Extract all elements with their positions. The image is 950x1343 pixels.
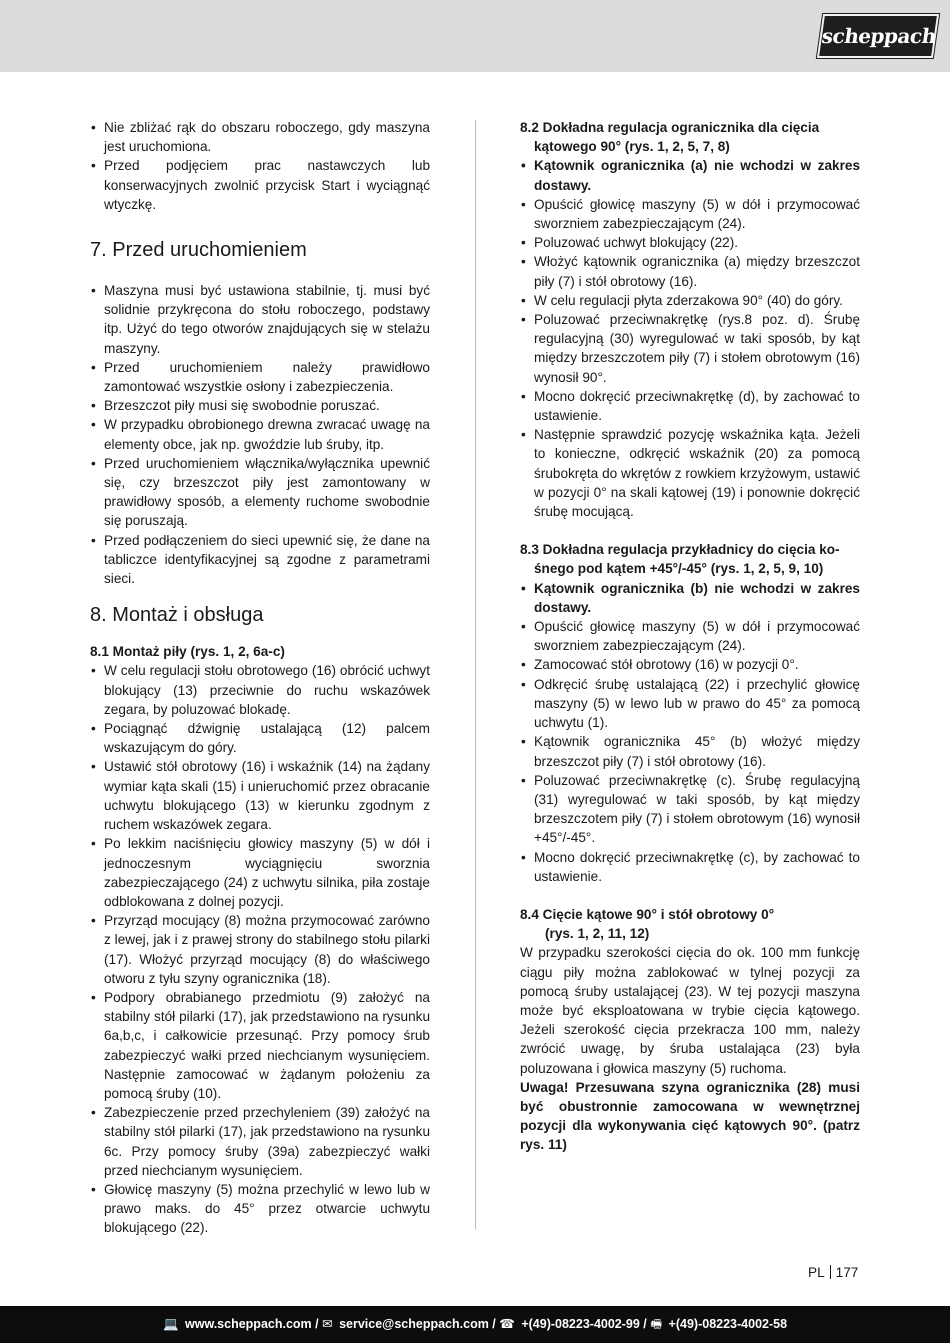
subsection-8-4-heading <box>520 905 860 943</box>
fax-icon: 🖷 <box>650 1317 663 1331</box>
list-item: • Maszyna musi być ustawiona stabilnie, tj. musi być solidnie przykręcona do stołu roboczego, podstawy itp. Użyć do tego otworów znajdujących się w stelażu maszyny. <box>90 281 430 358</box>
footer-phone: +(49)-08223-4002-99 / <box>521 1317 647 1331</box>
phone-icon: ☎ <box>499 1317 515 1331</box>
list-item: • Głowicę maszyny (5) można przechylić w lewo lub w prawo maks. do 45° przez otwarcie uchwytu blokującego (22). <box>90 1180 430 1238</box>
computer-icon: 💻 <box>162 1317 179 1331</box>
list-item: • Przyrząd mocujący (8) można przymocować zarówno z lewej, jak i z prawej strony do stabilnego stołu pilarki (17). Włożyć przyrząd mocujący (8) do właściwego otworu z tyłu szyny ogranicznika (18). <box>90 911 430 988</box>
list-item: • Włożyć kątownik ogranicznika (a) między brzeszczot piły (7) i stół obrotowy (16). <box>520 252 860 290</box>
list-item: • Poluzować uchwyt blokujący (22). <box>520 233 860 252</box>
list-item: • Podpory obrabianego przedmiotu (9) założyć na stabilny stół pilarki (17), jak przedstawiono na rysunku 6a,b,c, i całkowicie przesunąć. Przy pomocy śrub zabezpieczyć wałki przed niechcianym wysunięciem. Następnie zamocować w żądanym położeniu za pomocą śruby (10). <box>90 988 430 1103</box>
heading-line: 8.2 Dokładna regulacja ogranicznika dla cięcia <box>520 120 820 135</box>
mail-icon: ✉ <box>322 1317 333 1331</box>
subsection-8-2-heading <box>520 118 860 156</box>
list-item: • Przed podłączeniem do sieci upewnić się, że dane na tabliczce identyfikacyjnej są zgodne z parametrami sieci. <box>90 531 430 589</box>
list-item-note: • Kątownik ogranicznika (b) nie wchodzi w zakres dostawy. <box>520 579 860 617</box>
section-7-heading: 7. Przed uruchomieniem <box>90 239 307 262</box>
list-item: • Opuścić głowicę maszyny (5) w dół i przymocować sworzniem zabezpieczającym (24). <box>520 617 860 655</box>
page-number-value: 177 <box>835 1265 859 1280</box>
subsection-8-2-list <box>520 156 860 521</box>
list-item: • Brzeszczot piły musi się swobodnie poruszać. <box>90 396 430 415</box>
header-bar <box>0 0 950 72</box>
page-number <box>808 1265 858 1280</box>
list-item: • Nie zbliżać rąk do obszaru roboczego, gdy maszyna jest uruchomiona. <box>90 118 430 156</box>
list-item: • Przed uruchomieniem włącznika/wyłącznika upewnić się, czy brzeszczot piły jest zamontowany w prawidłowy sposób, a elementy ruchome swobodnie się poruszają. <box>90 454 430 531</box>
list-item: • Przed podjęciem prac nastawczych lub konserwacyjnych zwolnić przycisk Start i wyciągnąć wtyczkę. <box>90 156 430 214</box>
footer-bar <box>0 1306 950 1343</box>
list-item: • Ustawić stół obrotowy (16) i wskaźnik (14) na żądany wymiar kąta skali (15) i unieruchomić przez obracanie uchwytu blokującego (13) w kierunku zgodnym z ruchem wskazówek zegara. <box>90 757 430 834</box>
list-item: • Poluzować przeciwnakrętkę (rys.8 poz. d). Śrubę regulacyjną (30) wyregulować w taki sposób, by kąt między brzeszczotem piły (7) i stołem obrotowym (16) wynosił 90°. <box>520 310 860 387</box>
section-8-heading: 8. Montaż i obsługa <box>90 604 264 627</box>
heading-line: śnego pod kątem +45°/-45° (rys. 1, 2, 5, 9, 10) <box>534 561 824 577</box>
list-item: • Pociągnąć dźwignię ustalającą (12) palcem wskazującym do góry. <box>90 719 430 757</box>
list-item: • W celu regulacji płyta zderzakowa 90° (40) do góry. <box>520 291 860 310</box>
list-item: • Po lekkim naciśnięciu głowicy maszyny (5) w dół i jednoczesnym wyciągnięciu sworznia zabezpieczającego (24) z uchwytu silnika, piła zostaje odblokowana z dolnej pozycji. <box>90 834 430 911</box>
subsection-8-1-heading: 8.1 Montaż piły (rys. 1, 2, 6a-c) <box>90 644 285 660</box>
subsection-8-3-heading <box>520 540 860 578</box>
list-item: • Kątownik ogranicznika 45° (b) włożyć między brzeszczot piły (7) i stół obrotowy (16). <box>520 732 860 770</box>
heading-line: (rys. 1, 2, 11, 12) <box>545 926 650 942</box>
subsection-8-4-paragraph: W przypadku szerokości cięcia do ok. 100 mm funkcję ciągu piły można zablokować w tylnej pozycji za pomocą śruby ustalającej (23). W tej pozycji maszyna może być eksploatowana w trybie cięcia kątowego. Jeżeli szerokość cięcia przekracza 100 mm, należy zwrócić uwagę, by śruba ustalająca (23) była poluzowana i głowica maszyny (5) ruchoma. <box>520 945 860 1076</box>
section-7-list <box>90 281 430 588</box>
left-column <box>90 118 430 1238</box>
subsection-8-1-list <box>90 661 430 1237</box>
heading-line: kątowego 90° (rys. 1, 2, 5, 7, 8) <box>534 139 730 155</box>
subsection-8-3-list <box>520 579 860 886</box>
page-number-separator <box>830 1265 831 1279</box>
right-column <box>520 118 860 1155</box>
column-divider <box>475 120 476 1230</box>
list-item: • Zabezpieczenie przed przechyleniem (39) założyć na stabilny stół pilarki (17), jak przedstawiono na rysunku 6c. Przy pomocy śruby (39a) zabezpieczyć wałki przed niechcianym wysunięciem. <box>90 1103 430 1180</box>
list-item: • Poluzować przeciwnakrętkę (c). Śrubę regulacyjną (31) wyregulować w taki sposób, by kąt między brzeszczotem piły (7) i stołem obrotowym (16) wynosił +45°/-45°. <box>520 771 860 848</box>
list-item: • Mocno dokręcić przeciwnakrętkę (c), by zachować to ustawienie. <box>520 848 860 886</box>
list-item: • W celu regulacji stołu obrotowego (16) obrócić uchwyt blokujący (13) przeciwnie do ruchu wskazówek zegara, by poluzować blokadę. <box>90 661 430 719</box>
heading-line: 8.4 Cięcie kątowe 90° i stół obrotowy 0° <box>520 906 775 922</box>
page-language: PL <box>808 1265 825 1280</box>
intro-list <box>90 118 430 214</box>
list-item: • Następnie sprawdzić pozycję wskaźnika kąta. Jeżeli to konieczne, odkręcić wskaźnik (20) za pomocą śrubokręta do wkrętów z rowkiem krzyżowym, ustawić w pozycji 0° na skali kątowej (19) i ponownie dokręcić śrubę mocującą. <box>520 425 860 521</box>
list-item: • Odkręcić śrubę ustalającą (22) i przechylić głowicę maszyny (5) w lewo lub w prawo do 45° za pomocą uchwytu (1). <box>520 675 860 733</box>
footer-website: www.scheppach.com / <box>185 1317 319 1331</box>
list-item-note: • Kątownik ogranicznika (a) nie wchodzi w zakres dostawy. <box>520 156 860 194</box>
footer-fax: +(49)-08223-4002-58 <box>668 1317 788 1331</box>
warning-paragraph: Uwaga! Przesuwana szyna ogranicznika (28) musi być obustronnie zamocowana w wewnętrznej pozycji dla wykonywania cięć kątowych 90°. (patrz rys. 11) <box>520 1079 860 1153</box>
list-item: • Opuścić głowicę maszyny (5) w dół i przymocować sworzniem zabezpieczającym (24). <box>520 195 860 233</box>
list-item: • Zamocować stół obrotowy (16) w pozycji 0°. <box>520 655 860 674</box>
list-item: • Przed uruchomieniem należy prawidłowo zamontować wszystkie osłony i zabezpieczenia. <box>90 358 430 396</box>
footer-email: service@scheppach.com / <box>339 1317 496 1331</box>
list-item: • W przypadku obrobionego drewna zwracać uwagę na elementy obce, jak np. gwoździe lub śruby, itp. <box>90 415 430 453</box>
list-item: • Mocno dokręcić przeciwnakrętkę (d), by zachować to ustawienie. <box>520 387 860 425</box>
heading-line: 8.3 Dokładna regulacja przykładnicy do cięcia ko- <box>520 542 840 558</box>
scheppach-logo: scheppach <box>817 14 939 58</box>
